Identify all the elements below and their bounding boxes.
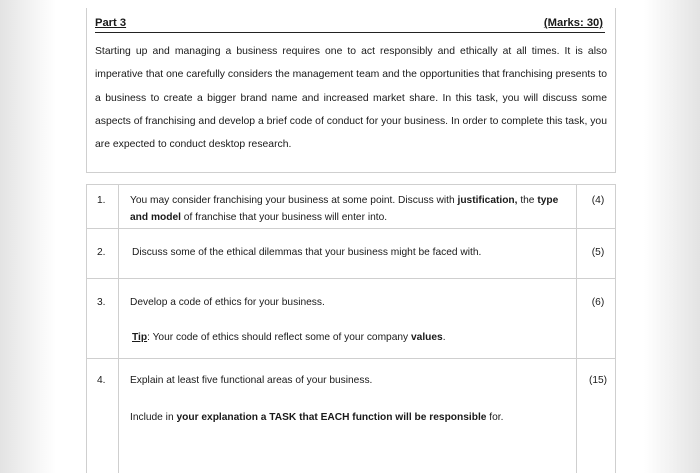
table-border-bottom-top: [86, 172, 616, 173]
note-bold: your explanation a TASK that EACH function will be responsible: [176, 412, 487, 423]
note-prefix: Include in: [130, 412, 177, 423]
document-page: [86, 8, 616, 473]
question-text: [130, 192, 560, 226]
question-number: 4.: [97, 375, 106, 386]
question-marks: (15): [588, 375, 608, 386]
note-suffix: for.: [486, 412, 504, 423]
question-2: [86, 244, 616, 264]
question-3: [86, 294, 616, 354]
question-note: [130, 409, 560, 426]
question-number: 3.: [97, 297, 106, 308]
question-number: 2.: [97, 247, 106, 258]
part-header: [95, 12, 605, 33]
question-4: [86, 372, 616, 432]
question-text-bold: justification,: [457, 195, 518, 206]
part-marks: (Marks: 30): [543, 17, 603, 29]
question-text: Explain at least five functional areas of your business.: [130, 375, 373, 386]
table-border-right-top: [615, 8, 616, 173]
question-text-segment: the: [517, 195, 538, 206]
table-row-divider-2: [86, 278, 616, 279]
tip-text: : Your code of ethics should reflect some of your company: [147, 332, 411, 343]
question-number: 1.: [97, 195, 106, 206]
question-text: Discuss some of the ethical dilemmas that your business might be faced with.: [132, 247, 482, 258]
table-border-top-questions: [86, 184, 616, 185]
question-text-segment: of franchise that your business will enter into.: [180, 212, 388, 223]
question-tip: [132, 329, 562, 346]
question-text-segment: You may consider franchising your business at some point. Discuss with: [130, 195, 458, 206]
table-row-divider-1: [86, 228, 616, 229]
table-border-left-top: [86, 8, 87, 173]
question-marks: (4): [591, 195, 605, 206]
question-text: Develop a code of ethics for your business.: [130, 297, 325, 308]
question-marks: (6): [591, 297, 605, 308]
question-marks: (5): [591, 247, 605, 258]
part-title: Part 3: [95, 17, 127, 29]
tip-label: Tip: [132, 332, 148, 343]
question-text-bold: type and model: [130, 195, 559, 223]
question-1: [86, 192, 616, 228]
tip-bold: values: [410, 332, 443, 343]
left-page-shadow: [0, 0, 56, 473]
right-page-shadow: [644, 0, 700, 473]
table-row-divider-3: [86, 358, 616, 359]
tip-end: .: [442, 332, 446, 343]
intro-paragraph: Starting up and managing a business requires one to act responsibly and ethically at all times. It is also imperative that one carefully considers the management team and the opportunities that franchising presents to a business to create a bigger brand name and increased market share. In this task, you will discuss some aspects of franchising and develop a brief code of conduct for your business. In order to complete this task, you are expected to conduct desktop research.: [95, 46, 607, 151]
